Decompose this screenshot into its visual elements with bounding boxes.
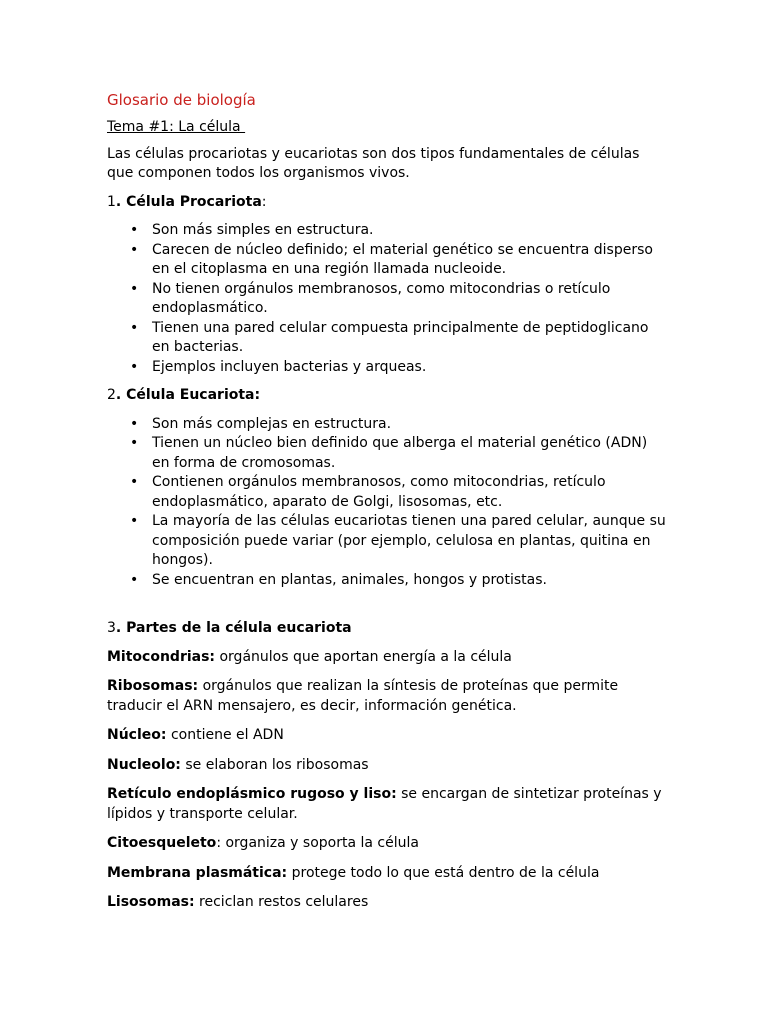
bullet-icon: • bbox=[130, 319, 139, 336]
list-item-text: No tienen orgánulos membranosos, como mitocondrias o retículo endoplasmático. bbox=[152, 280, 611, 316]
definition-term: Citoesqueleto bbox=[107, 835, 217, 851]
bullet-icon: • bbox=[130, 571, 139, 588]
definition-ribosomes bbox=[107, 677, 668, 716]
bullet-icon: • bbox=[130, 435, 139, 451]
list-item bbox=[130, 280, 668, 319]
list-item-text: Carecen de núcleo definido; el material genético se encuentra disperso en el citoplasma en una región llamada nucleoide. bbox=[152, 241, 653, 277]
section-title: . Célula Procariota bbox=[115, 193, 262, 210]
bullet-icon: • bbox=[130, 241, 139, 258]
section-heading-parts bbox=[107, 619, 668, 639]
list-item-text: Tienen un núcleo bien definido que alberga el material genético (ADN) en forma de cromosomas. bbox=[152, 435, 648, 471]
section-title: . Célula Eucariota: bbox=[115, 387, 261, 403]
definition-term: Membrana plasmática: bbox=[107, 864, 288, 881]
section-suffix: : bbox=[261, 193, 267, 210]
definition-term: Ribosomas: bbox=[107, 678, 199, 694]
list-item-text: Son más complejas en estructura. bbox=[152, 415, 392, 432]
bullet-icon: • bbox=[130, 222, 139, 238]
intro-paragraph: Las células procariotas y eucariotas son dos tipos fundamentales de células que componen todos los organismos vivos. bbox=[107, 145, 640, 181]
list-item bbox=[130, 358, 668, 378]
definition-text: se elaboran los ribosomas bbox=[180, 756, 369, 773]
document-title: Glosario de biología bbox=[107, 91, 256, 109]
definition-text: contiene el ADN bbox=[166, 727, 284, 743]
bullet-list-eukaryote bbox=[107, 415, 668, 591]
definition-term: Retículo endoplásmico rugoso y liso: bbox=[107, 786, 397, 802]
list-item-text: Son más simples en estructura. bbox=[152, 222, 374, 238]
list-item-text: Contienen orgánulos membranosos, como mitocondrias, retículo endoplasmático, aparato de Golgi, lisosomas, etc. bbox=[152, 474, 606, 510]
definition-cytoskeleton bbox=[107, 834, 668, 854]
definition-text: : organiza y soporta la célula bbox=[216, 835, 419, 851]
list-item bbox=[130, 241, 668, 280]
definition-term: Nucleolo: bbox=[107, 756, 181, 773]
bullet-icon: • bbox=[130, 513, 139, 529]
definition-text: orgánulos que realizan la síntesis de proteínas que permite traducir el ARN mensajero, es decir, información genética. bbox=[107, 678, 619, 714]
definition-text: protege todo lo que está dentro de la célula bbox=[287, 864, 600, 881]
list-item-text: La mayoría de las células eucariotas tienen una pared celular, aunque su composición puede variar (por ejemplo, celulosa en plantas, quitina en hongos). bbox=[152, 513, 666, 568]
definition-term: Lisosomas: bbox=[107, 894, 195, 910]
list-item bbox=[130, 571, 668, 591]
section-heading-prokaryote bbox=[107, 193, 668, 213]
section-title: . Partes de la célula eucariota bbox=[115, 620, 352, 636]
definition-plasma-membrane bbox=[107, 864, 668, 884]
section-number: 2 bbox=[107, 387, 116, 403]
definition-lysosomes bbox=[107, 893, 668, 913]
list-item-text: Tienen una pared celular compuesta principalmente de peptidoglicano en bacterias. bbox=[152, 319, 649, 355]
list-item-text: Se encuentran en plantas, animales, hongos y protistas. bbox=[152, 571, 547, 588]
definition-text: se encargan de sintetizar proteínas y lípidos y transporte celular. bbox=[107, 786, 662, 822]
definition-term: Mitocondrias: bbox=[107, 648, 216, 665]
list-item bbox=[130, 319, 668, 358]
list-item bbox=[130, 221, 668, 241]
definition-term: Núcleo: bbox=[107, 727, 167, 743]
definition-nucleus bbox=[107, 726, 668, 746]
definition-text: orgánulos que aportan energía a la célula bbox=[215, 648, 512, 665]
section-heading-eukaryote bbox=[107, 386, 668, 406]
blank-line bbox=[107, 599, 668, 619]
bullet-icon: • bbox=[130, 358, 139, 375]
bullet-icon: • bbox=[130, 280, 139, 297]
list-item bbox=[130, 434, 668, 473]
topic-heading: Tema #1: La célula bbox=[107, 119, 246, 135]
section-number: 1 bbox=[107, 193, 116, 210]
bullet-icon: • bbox=[130, 474, 139, 490]
list-item-text: Ejemplos incluyen bacterias y arqueas. bbox=[152, 358, 427, 375]
definition-mitochondria bbox=[107, 648, 668, 668]
section-number: 3 bbox=[107, 620, 116, 636]
definition-nucleolus bbox=[107, 756, 668, 776]
definition-text: reciclan restos celulares bbox=[194, 894, 369, 910]
bullet-list-prokaryote bbox=[107, 221, 668, 377]
list-item bbox=[130, 415, 668, 435]
definition-endoplasmic-reticulum bbox=[107, 785, 668, 824]
list-item bbox=[130, 512, 668, 571]
bullet-icon: • bbox=[130, 415, 139, 432]
list-item bbox=[130, 473, 668, 512]
